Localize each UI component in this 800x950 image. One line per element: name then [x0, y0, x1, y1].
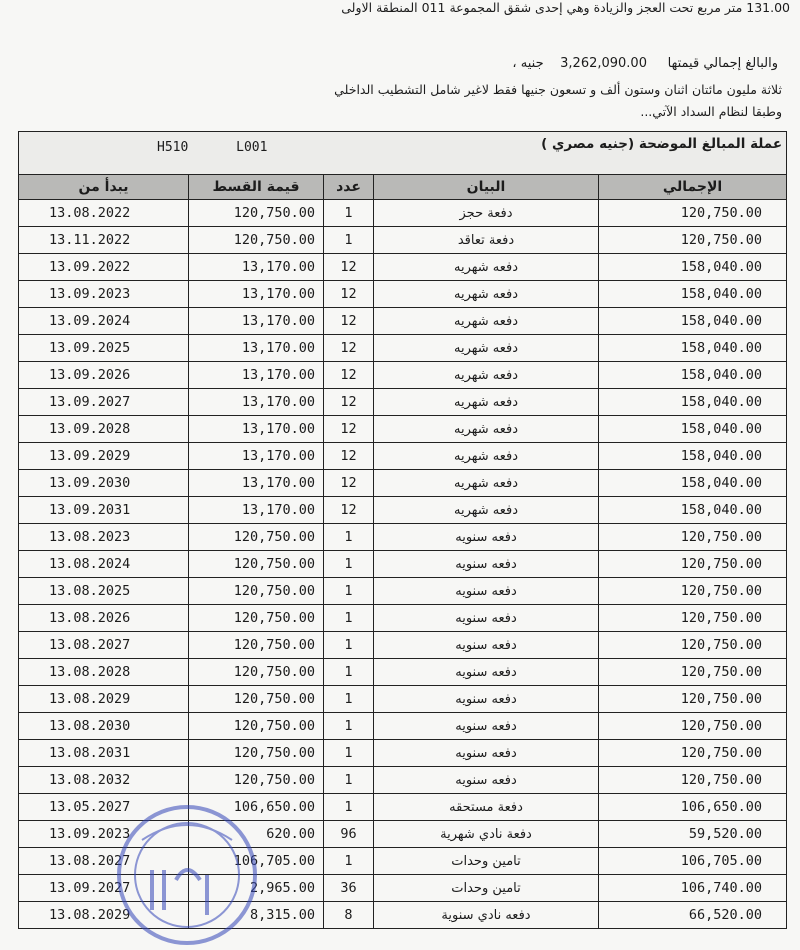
- cell-count: 1: [324, 578, 374, 605]
- table-row: [19, 821, 787, 848]
- cell-start-date: 13.08.2029: [19, 902, 189, 929]
- cell-start-date: 13.11.2022: [19, 227, 189, 254]
- cell-count: 12: [324, 335, 374, 362]
- cell-start-date: 13.08.2029: [19, 686, 189, 713]
- cell-installment: 120,750.00: [189, 524, 324, 551]
- cell-start-date: 13.08.2030: [19, 713, 189, 740]
- amount-value: 3,262,090.00: [560, 56, 647, 71]
- column-header-description: البيان: [374, 175, 599, 200]
- cell-count: 1: [324, 524, 374, 551]
- cell-description: دفعه سنويه: [374, 713, 599, 740]
- cell-total: 106,650.00: [599, 794, 787, 821]
- cell-count: 1: [324, 848, 374, 875]
- cell-start-date: 13.08.2027: [19, 632, 189, 659]
- cell-start-date: 13.05.2027: [19, 794, 189, 821]
- cell-count: 12: [324, 389, 374, 416]
- cell-start-date: 13.08.2023: [19, 524, 189, 551]
- cell-count: 36: [324, 875, 374, 902]
- cell-description: دفعه سنويه: [374, 632, 599, 659]
- cell-installment: 120,750.00: [189, 578, 324, 605]
- cell-description: دفعه شهريه: [374, 416, 599, 443]
- cell-description: دفعه شهريه: [374, 254, 599, 281]
- cell-count: 1: [324, 767, 374, 794]
- amount-in-words: ثلاثة مليون مائتان اثنان وستون ألف و تسعون جنيها فقط لاغير شامل التشطيب الداخلي: [334, 82, 782, 97]
- cell-total: 120,750.00: [599, 605, 787, 632]
- cell-description: دفعه شهريه: [374, 362, 599, 389]
- cell-total: 158,040.00: [599, 470, 787, 497]
- table-row: [19, 767, 787, 794]
- cell-start-date: 13.09.2026: [19, 362, 189, 389]
- cell-count: 8: [324, 902, 374, 929]
- cell-start-date: 13.09.2028: [19, 416, 189, 443]
- cell-start-date: 13.09.2030: [19, 470, 189, 497]
- column-header-start: يبدأ من: [19, 175, 189, 200]
- unit-codes: [157, 140, 307, 155]
- table-row: [19, 632, 787, 659]
- table-row: [19, 875, 787, 902]
- table-title-cell: [19, 132, 787, 175]
- cell-installment: 13,170.00: [189, 443, 324, 470]
- cell-description: دفعه سنويه: [374, 551, 599, 578]
- cell-total: 120,750.00: [599, 632, 787, 659]
- cell-count: 12: [324, 416, 374, 443]
- cell-description: دفعه شهريه: [374, 470, 599, 497]
- cell-installment: 620.00: [189, 821, 324, 848]
- cell-count: 1: [324, 605, 374, 632]
- column-header-total: الإجمالي: [599, 175, 787, 200]
- cell-start-date: 13.08.2032: [19, 767, 189, 794]
- cell-start-date: 13.09.2025: [19, 335, 189, 362]
- table-row: [19, 389, 787, 416]
- cell-start-date: 13.08.2028: [19, 659, 189, 686]
- cell-installment: 120,750.00: [189, 767, 324, 794]
- cell-total: 158,040.00: [599, 497, 787, 524]
- unit-code: L001: [236, 140, 268, 155]
- table-row: [19, 605, 787, 632]
- table-row: [19, 551, 787, 578]
- table-row: [19, 902, 787, 929]
- cell-installment: 13,170.00: [189, 362, 324, 389]
- cell-start-date: 13.09.2022: [19, 254, 189, 281]
- table-row: [19, 659, 787, 686]
- table-title-row: [19, 132, 787, 175]
- cell-total: 120,750.00: [599, 551, 787, 578]
- table-row: [19, 281, 787, 308]
- schedule-note: وطبقا لنظام السداد الآتي...: [640, 104, 782, 119]
- cell-count: 1: [324, 713, 374, 740]
- table-row: [19, 524, 787, 551]
- cell-installment: 13,170.00: [189, 335, 324, 362]
- cell-start-date: 13.09.2031: [19, 497, 189, 524]
- cell-installment: 120,750.00: [189, 686, 324, 713]
- cell-description: دفعة حجز: [374, 200, 599, 227]
- cell-installment: 13,170.00: [189, 281, 324, 308]
- cell-description: تامين وحدات: [374, 848, 599, 875]
- table-row: [19, 362, 787, 389]
- cell-description: دفعه شهريه: [374, 443, 599, 470]
- cell-description: دفعه شهريه: [374, 389, 599, 416]
- cell-total: 106,740.00: [599, 875, 787, 902]
- cell-total: 158,040.00: [599, 281, 787, 308]
- cell-start-date: 13.08.2027: [19, 848, 189, 875]
- cell-description: دفعه سنويه: [374, 740, 599, 767]
- table-row: [19, 470, 787, 497]
- cell-count: 1: [324, 200, 374, 227]
- cell-total: 158,040.00: [599, 308, 787, 335]
- cell-installment: 120,750.00: [189, 713, 324, 740]
- cell-installment: 120,750.00: [189, 227, 324, 254]
- cell-installment: 106,705.00: [189, 848, 324, 875]
- cell-total: 120,750.00: [599, 713, 787, 740]
- cell-start-date: 13.08.2025: [19, 578, 189, 605]
- property-description-line: 131.00 متر مربع تحت العجز والزيادة وهي إحدى شقق المجموعة 011 المنطقة الاولى: [341, 0, 790, 15]
- cell-installment: 13,170.00: [189, 254, 324, 281]
- cell-installment: 2,965.00: [189, 875, 324, 902]
- cell-start-date: 13.09.2027: [19, 875, 189, 902]
- cell-start-date: 13.09.2027: [19, 389, 189, 416]
- cell-description: دفعه سنويه: [374, 686, 599, 713]
- cell-installment: 120,750.00: [189, 740, 324, 767]
- cell-start-date: 13.09.2023: [19, 821, 189, 848]
- total-amount-line: [512, 56, 778, 71]
- cell-installment: 13,170.00: [189, 470, 324, 497]
- cell-total: 158,040.00: [599, 362, 787, 389]
- payment-schedule-table: [18, 131, 787, 929]
- table-row: [19, 416, 787, 443]
- cell-count: 1: [324, 659, 374, 686]
- cell-total: 120,750.00: [599, 659, 787, 686]
- cell-start-date: 13.08.2022: [19, 200, 189, 227]
- cell-total: 158,040.00: [599, 254, 787, 281]
- table-row: [19, 254, 787, 281]
- table-row: [19, 200, 787, 227]
- cell-description: دفعه شهريه: [374, 497, 599, 524]
- table-row: [19, 794, 787, 821]
- cell-installment: 13,170.00: [189, 389, 324, 416]
- column-header-installment: قيمة القسط: [189, 175, 324, 200]
- cell-count: 1: [324, 686, 374, 713]
- cell-start-date: 13.09.2029: [19, 443, 189, 470]
- cell-description: دفعه سنويه: [374, 578, 599, 605]
- cell-description: دفعه سنويه: [374, 524, 599, 551]
- cell-count: 12: [324, 281, 374, 308]
- cell-description: تامين وحدات: [374, 875, 599, 902]
- cell-installment: 106,650.00: [189, 794, 324, 821]
- table-row: [19, 308, 787, 335]
- building-code: H510: [157, 140, 189, 155]
- cell-count: 1: [324, 794, 374, 821]
- cell-total: 158,040.00: [599, 389, 787, 416]
- table-row: [19, 686, 787, 713]
- cell-installment: 120,750.00: [189, 551, 324, 578]
- table-row: [19, 578, 787, 605]
- cell-description: دفعه شهريه: [374, 335, 599, 362]
- cell-count: 12: [324, 470, 374, 497]
- table-row: [19, 740, 787, 767]
- cell-total: 120,750.00: [599, 227, 787, 254]
- cell-count: 1: [324, 740, 374, 767]
- cell-total: 120,750.00: [599, 578, 787, 605]
- cell-installment: 120,750.00: [189, 659, 324, 686]
- cell-total: 158,040.00: [599, 416, 787, 443]
- cell-description: دفعة نادي شهرية: [374, 821, 599, 848]
- cell-installment: 120,750.00: [189, 200, 324, 227]
- column-header-count: عدد: [324, 175, 374, 200]
- cell-installment: 13,170.00: [189, 497, 324, 524]
- cell-count: 12: [324, 497, 374, 524]
- cell-description: دفعه سنويه: [374, 659, 599, 686]
- cell-description: دفعة تعاقد: [374, 227, 599, 254]
- cell-count: 1: [324, 227, 374, 254]
- cell-start-date: 13.09.2023: [19, 281, 189, 308]
- cell-start-date: 13.09.2024: [19, 308, 189, 335]
- cell-total: 120,750.00: [599, 767, 787, 794]
- cell-total: 120,750.00: [599, 686, 787, 713]
- table-row: [19, 227, 787, 254]
- table-header-row: [19, 175, 787, 200]
- cell-total: 158,040.00: [599, 335, 787, 362]
- cell-installment: 13,170.00: [189, 308, 324, 335]
- cell-installment: 120,750.00: [189, 632, 324, 659]
- table-row: [19, 335, 787, 362]
- table-row: [19, 848, 787, 875]
- cell-start-date: 13.08.2024: [19, 551, 189, 578]
- cell-installment: 120,750.00: [189, 605, 324, 632]
- cell-description: دفعه سنويه: [374, 767, 599, 794]
- cell-start-date: 13.08.2031: [19, 740, 189, 767]
- table-body: [19, 200, 787, 929]
- cell-total: 106,705.00: [599, 848, 787, 875]
- cell-count: 12: [324, 308, 374, 335]
- currency-note: عملة المبالغ الموضحة (جنيه مصري ): [541, 136, 783, 152]
- cell-description: دفعه نادي سنوية: [374, 902, 599, 929]
- cell-total: 66,520.00: [599, 902, 787, 929]
- cell-total: 158,040.00: [599, 443, 787, 470]
- cell-count: 12: [324, 443, 374, 470]
- cell-count: 12: [324, 362, 374, 389]
- cell-description: دفعة مستحقه: [374, 794, 599, 821]
- cell-count: 96: [324, 821, 374, 848]
- amount-currency: جنيه ،: [512, 56, 544, 71]
- cell-description: دفعه سنويه: [374, 605, 599, 632]
- cell-installment: 8,315.00: [189, 902, 324, 929]
- cell-description: دفعه شهريه: [374, 308, 599, 335]
- table-row: [19, 713, 787, 740]
- cell-start-date: 13.08.2026: [19, 605, 189, 632]
- cell-count: 1: [324, 551, 374, 578]
- cell-description: دفعه شهريه: [374, 281, 599, 308]
- cell-total: 120,750.00: [599, 524, 787, 551]
- cell-total: 59,520.00: [599, 821, 787, 848]
- cell-count: 12: [324, 254, 374, 281]
- cell-count: 1: [324, 632, 374, 659]
- cell-total: 120,750.00: [599, 200, 787, 227]
- cell-total: 120,750.00: [599, 740, 787, 767]
- amount-label: والبالغ إجمالي قيمتها: [667, 56, 778, 71]
- table-row: [19, 443, 787, 470]
- cell-installment: 13,170.00: [189, 416, 324, 443]
- table-row: [19, 497, 787, 524]
